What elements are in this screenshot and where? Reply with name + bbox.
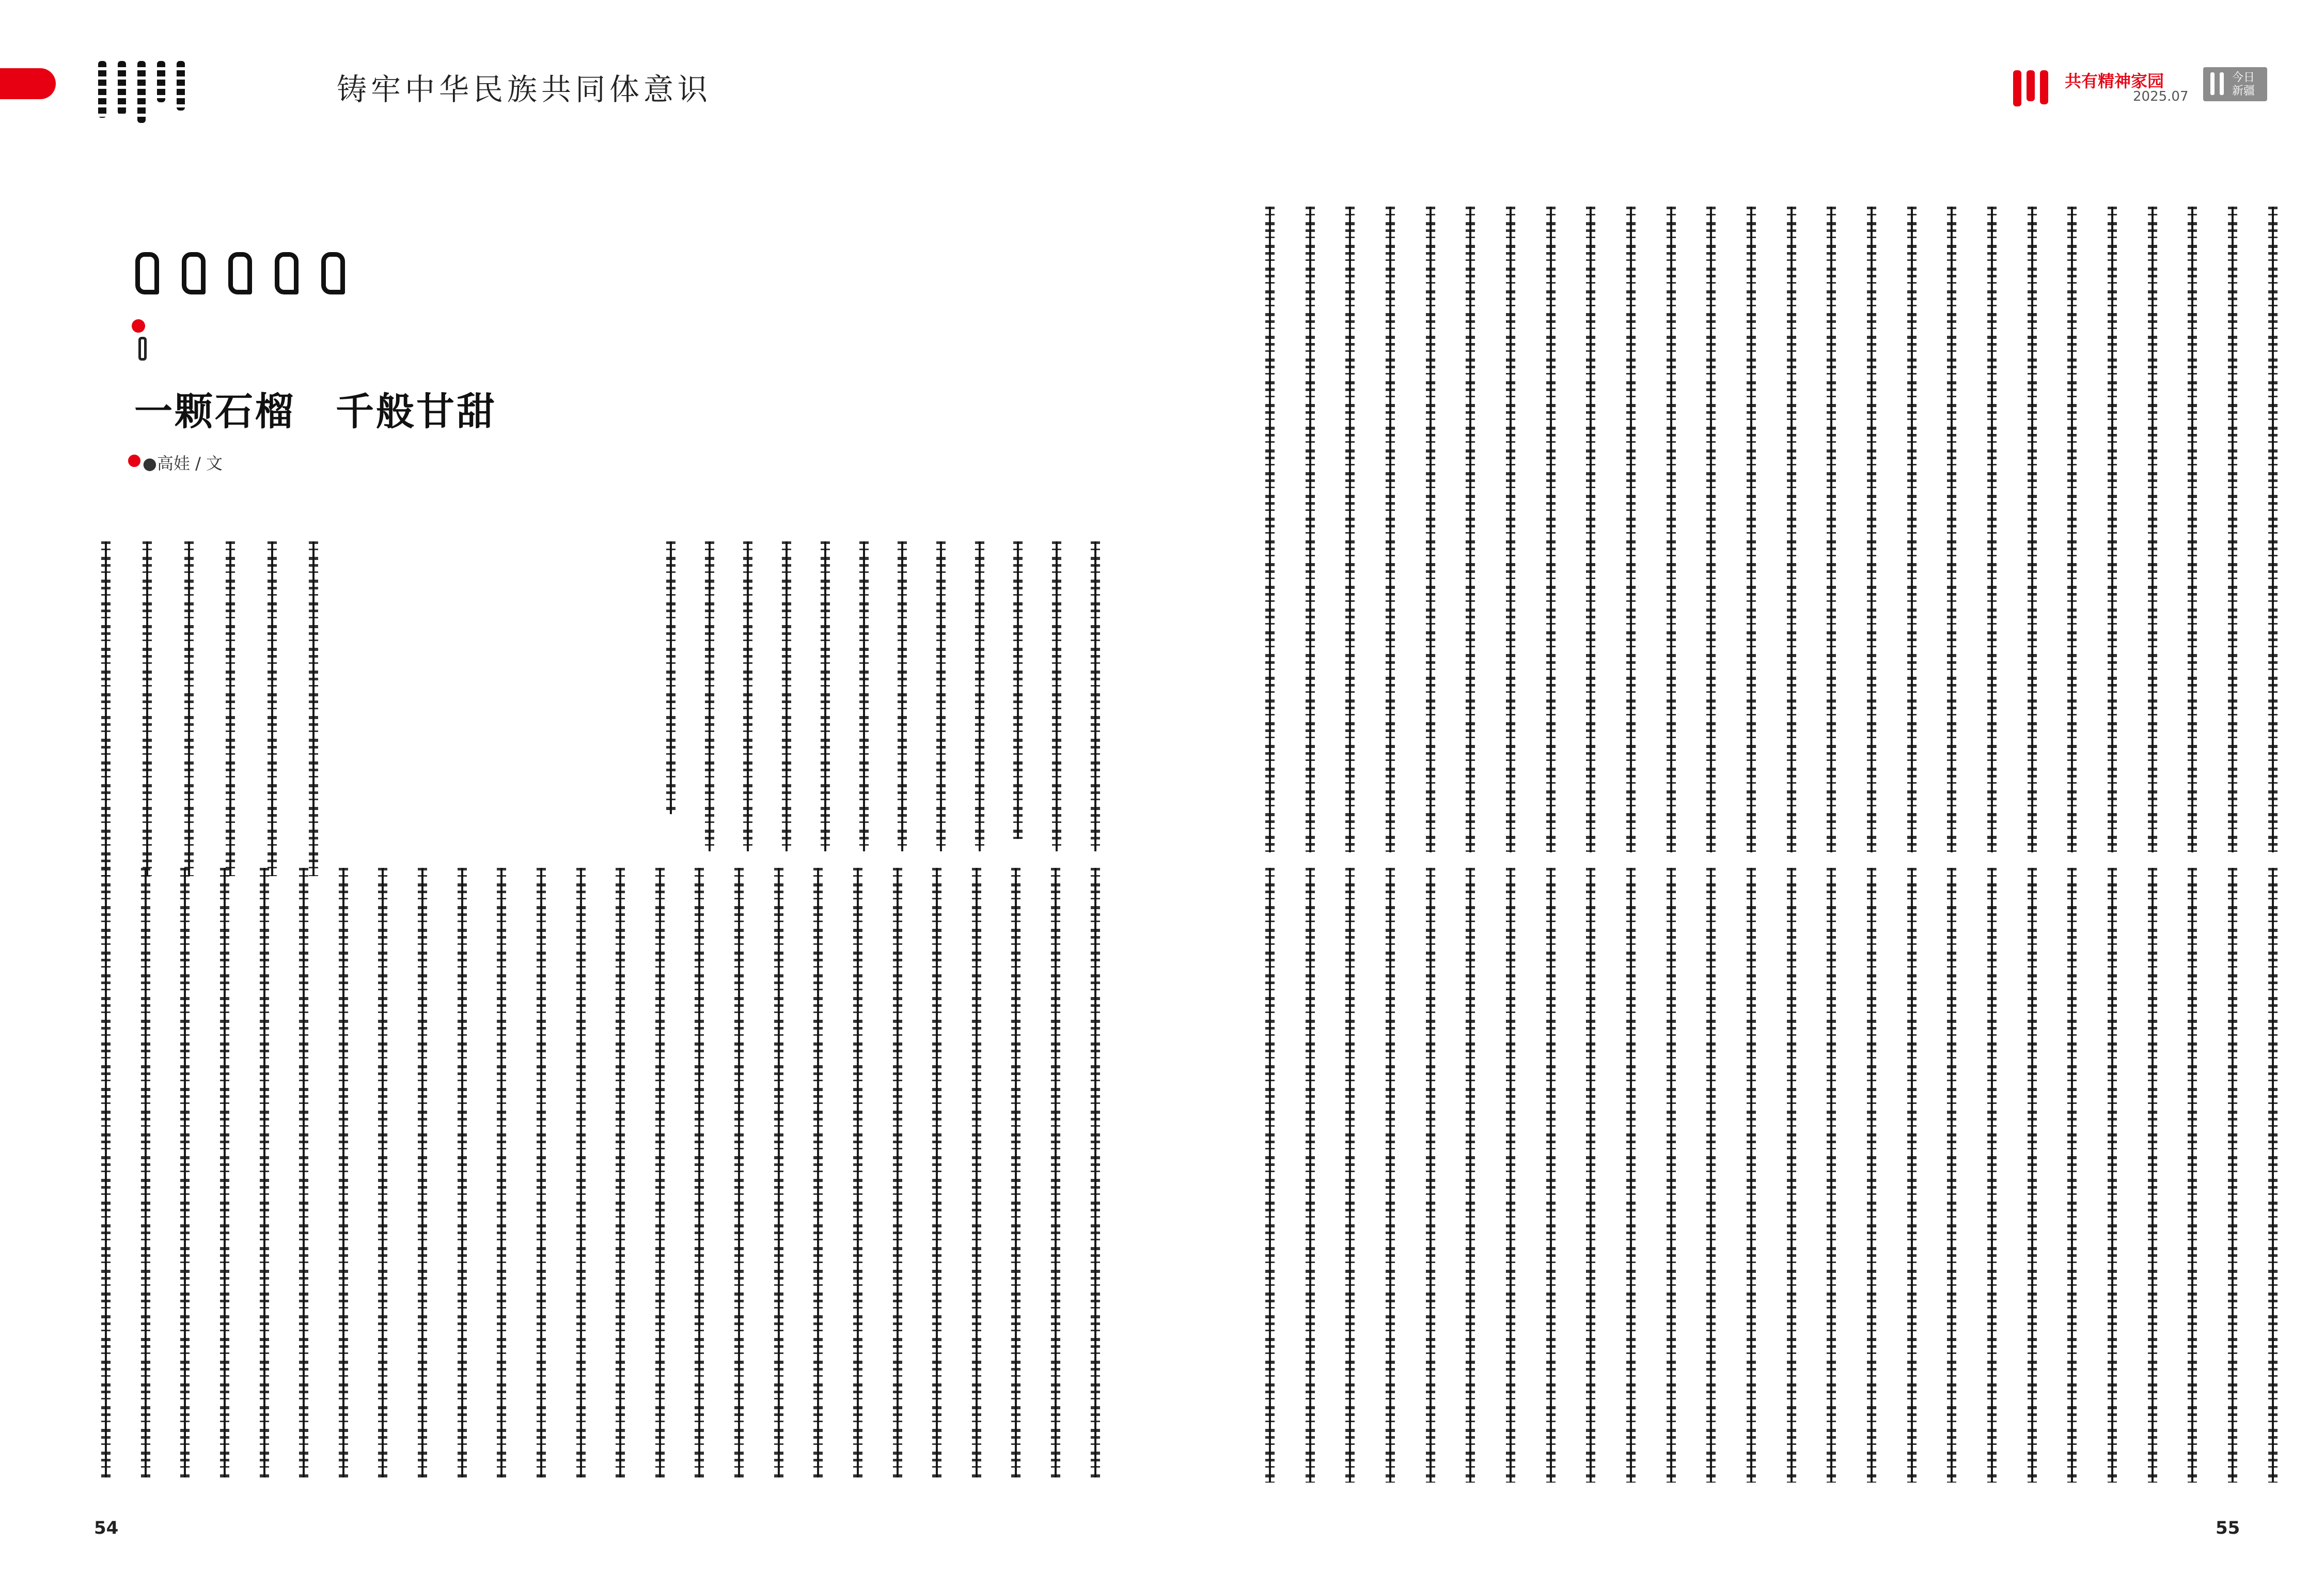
mongolian-text-block-right-bottom <box>1265 868 2278 1483</box>
mongolian-text-block-left-bottom <box>101 868 1100 1477</box>
article-title: 一颗石榴 千般甘甜 <box>134 390 497 434</box>
magazine-logo <box>2203 67 2267 101</box>
mongolian-text-block-right-top <box>1265 207 2278 852</box>
page-number-left: 54 <box>94 1518 119 1538</box>
title-red-dot <box>132 319 145 333</box>
mongolian-header-script <box>98 61 185 123</box>
page-number-right: 55 <box>2216 1518 2240 1538</box>
mongolian-author-mark <box>138 337 147 361</box>
brand-mongolian-logo <box>2013 70 2048 106</box>
mongolian-text-block-left-top <box>666 541 1100 851</box>
mongolian-article-title <box>135 252 345 294</box>
section-title: 铸牢中华民族共同体意识 <box>337 72 712 107</box>
byline-dot <box>128 455 140 467</box>
magazine-logo-text: 今日 新疆 <box>2232 71 2255 98</box>
right-page <box>1162 0 2324 1588</box>
brand-title: 共有精神家园 <box>2065 71 2164 91</box>
red-section-tab <box>0 68 56 99</box>
issue-date: 2025.07 <box>2133 89 2189 104</box>
article-byline: ●高娃 / 文 <box>143 454 223 473</box>
